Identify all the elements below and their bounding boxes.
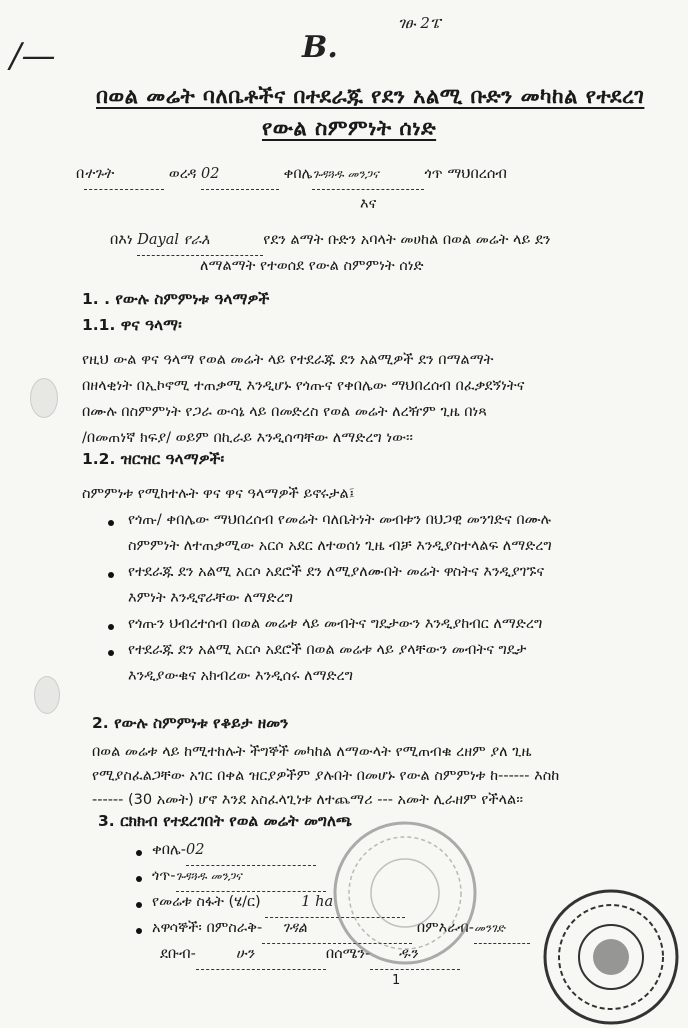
- section1-1-line: በዘላቂነት በኢኮኖሚ ተጠቃሚ እንዲሆኑ የጎጡና የቀበሌው ማህበረሰብ በፈቃደኝነትና: [82, 378, 525, 394]
- bullet-dot: [108, 520, 114, 526]
- page-number: 1: [392, 973, 401, 988]
- page-note: ገፁ 2ፔ: [398, 14, 441, 32]
- borders-row: አዋሳኞች፡ በምስራቅ- ገዳል በምእራብ-መንገድ: [152, 914, 530, 944]
- woreda-value: 02: [201, 166, 220, 182]
- section2-line: የሚያስፈልጋቸው አገር በቀል ዝርያዎችም ያሉበት በመሆኑ የውል ስምምነቱ ከ------ እስከ: [92, 768, 560, 784]
- region-value: ተጉት: [84, 166, 113, 182]
- section1-heading: 1. . የውሉ ስምምነቱ ዓላማዎች: [82, 290, 270, 308]
- bullet-item-line: የተደራጁ ደን አልሚ አርሶ አደሮች በወል መሬቱ ላይ ያላቸውን መብትና ግዴታ: [128, 642, 527, 658]
- west-border-value: መንገድ: [474, 921, 505, 935]
- south-border-value: ሁን: [235, 946, 255, 962]
- section1-1-line: የዚህ ውል ዋና ዓላማ የወል መሬት ላይ የተደራጁ ደን አልሚዎች ደን በማልማት: [82, 352, 494, 368]
- parties-line1: በተጉት ወረዳ 02 ቀበሌጉዳጓዱ መንጋና ጎጥ ማህበረሰብ: [76, 160, 507, 190]
- scan-smudge: [30, 378, 58, 418]
- section2-heading: 2. የውሉ ስምምነቱ የቆይታ ዘመን: [92, 714, 289, 732]
- bullet-dot: [136, 850, 142, 856]
- bullet-dot: [108, 650, 114, 656]
- bullet-dot: [108, 572, 114, 578]
- parties-line3: ለማልማት የተወሰደ የውል ስምምነት ሰነድ: [200, 258, 424, 274]
- section2-line: በወል መሬቱ ላይ ከሚተከሉት ችግኞች መካከል ለማውላት የሚጠብቁ ረዘም ያለ ጊዜ: [92, 744, 532, 760]
- section2-line: ------ (30 አመት) ሆኖ እንደ አስፈላጊነቱ ለተጨማሪ --- አመት ሊራዘም የችላል፡፡: [92, 792, 524, 808]
- area-field-value: 1 ha: [301, 894, 334, 910]
- got-row: ጎጥ-ጉዳጓዱ መንጋና: [152, 862, 326, 892]
- margin-mark: /—: [10, 36, 56, 76]
- section1-1-line: /በመጠነኛ ክፍያ/ ወይም በኪራይ እንዲሰጣቸው ለማድረግ ነው፡፡: [82, 430, 413, 446]
- group-name-value: Dayal የራእ: [137, 232, 210, 248]
- south-north-row: ደቡብ- ሁን በሰሜን- ዱን: [160, 940, 460, 970]
- bullet-dot: [136, 902, 142, 908]
- section1-2-intro: ስምምነቱ የሚከተሉት ዋና ዋና ዓላማዎች ይኖሩታል፤: [82, 486, 355, 502]
- bullet-dot: [136, 876, 142, 882]
- document-title-line1: በወል መሬት ባለቤቶችና በተደራጁ የደን አልሚ ቡድን መካከል የተደረገ: [96, 84, 645, 108]
- handwritten-mark: B.: [302, 30, 338, 65]
- bullet-item-line: እንዲያውቁና አክብረው እንዲሰሩ ለማድረግ: [128, 668, 354, 684]
- section3-heading: 3. ርክክብ የተደረገበት የወል መሬት መግለጫ: [98, 812, 353, 830]
- section1-1-heading: 1.1. ዋና ዓላማ፡: [82, 316, 182, 334]
- bullet-item-line: የተደራጁ ደን አልሚ አርሶ አደሮች ደን ለሚያለሙበት መሬት ዋስትና እንዲያገኙና: [128, 564, 545, 580]
- official-emblem-seal: [540, 886, 682, 1028]
- got-field-value: ጉዳጓዱ መንጋና: [175, 869, 242, 883]
- official-stamp-seal: [330, 818, 480, 968]
- section1-2-heading: 1.2. ዝርዝር ዓላማዎች፡: [82, 450, 225, 468]
- east-border-value: ገዳል: [282, 920, 308, 936]
- kebele-field-value: 02: [186, 842, 205, 858]
- kebele-row: ቀበሌ-02: [152, 836, 316, 866]
- parties-line2: በእነ Dayal የራእ የደን ልማት ቡድን አባላት መሀከል በወል መሬት ላይ ደን: [110, 226, 551, 256]
- section1-1-line: በሙሉ በስምምነት የጋራ ውሳኔ ላይ በመድረስ የወል መሬት ለረዥም ጊዜ በነጻ: [82, 404, 487, 420]
- bullet-item-line: እምነት እንዲኖራቸው ለማድረግ: [128, 590, 294, 606]
- area-row: የመሬቱ ስፋት (ሄ/ር) 1 ha: [152, 888, 405, 918]
- and-word: እና: [360, 196, 377, 212]
- scan-smudge: [34, 676, 60, 714]
- north-border-value: ዱን: [398, 946, 418, 962]
- bullet-dot: [108, 624, 114, 630]
- bullet-item-line: የጎጡን ህብረተሰብ በወል መሬቱ ላይ መብትና ግዴታውን እንዲያከብር ለማድረግ: [128, 616, 543, 632]
- document-title-line2: የውል ስምምነት ሰነድ: [262, 116, 437, 140]
- bullet-item-line: ስምምነት ለተጠቃሚው አርሶ አደር ለተወሰነ ጊዜ ብቻ እንዲያስተላልፍ ለማድረግ: [128, 538, 552, 554]
- kebele-value: ጉዳጓዱ መንጋና: [312, 167, 379, 181]
- bullet-item-line: የጎጡ/ ቀበሌው ማህበረሰብ የመሬት ባለቤትነት መብቱን በህጋዊ መንገድና በሙሉ: [128, 512, 552, 528]
- bullet-dot: [136, 928, 142, 934]
